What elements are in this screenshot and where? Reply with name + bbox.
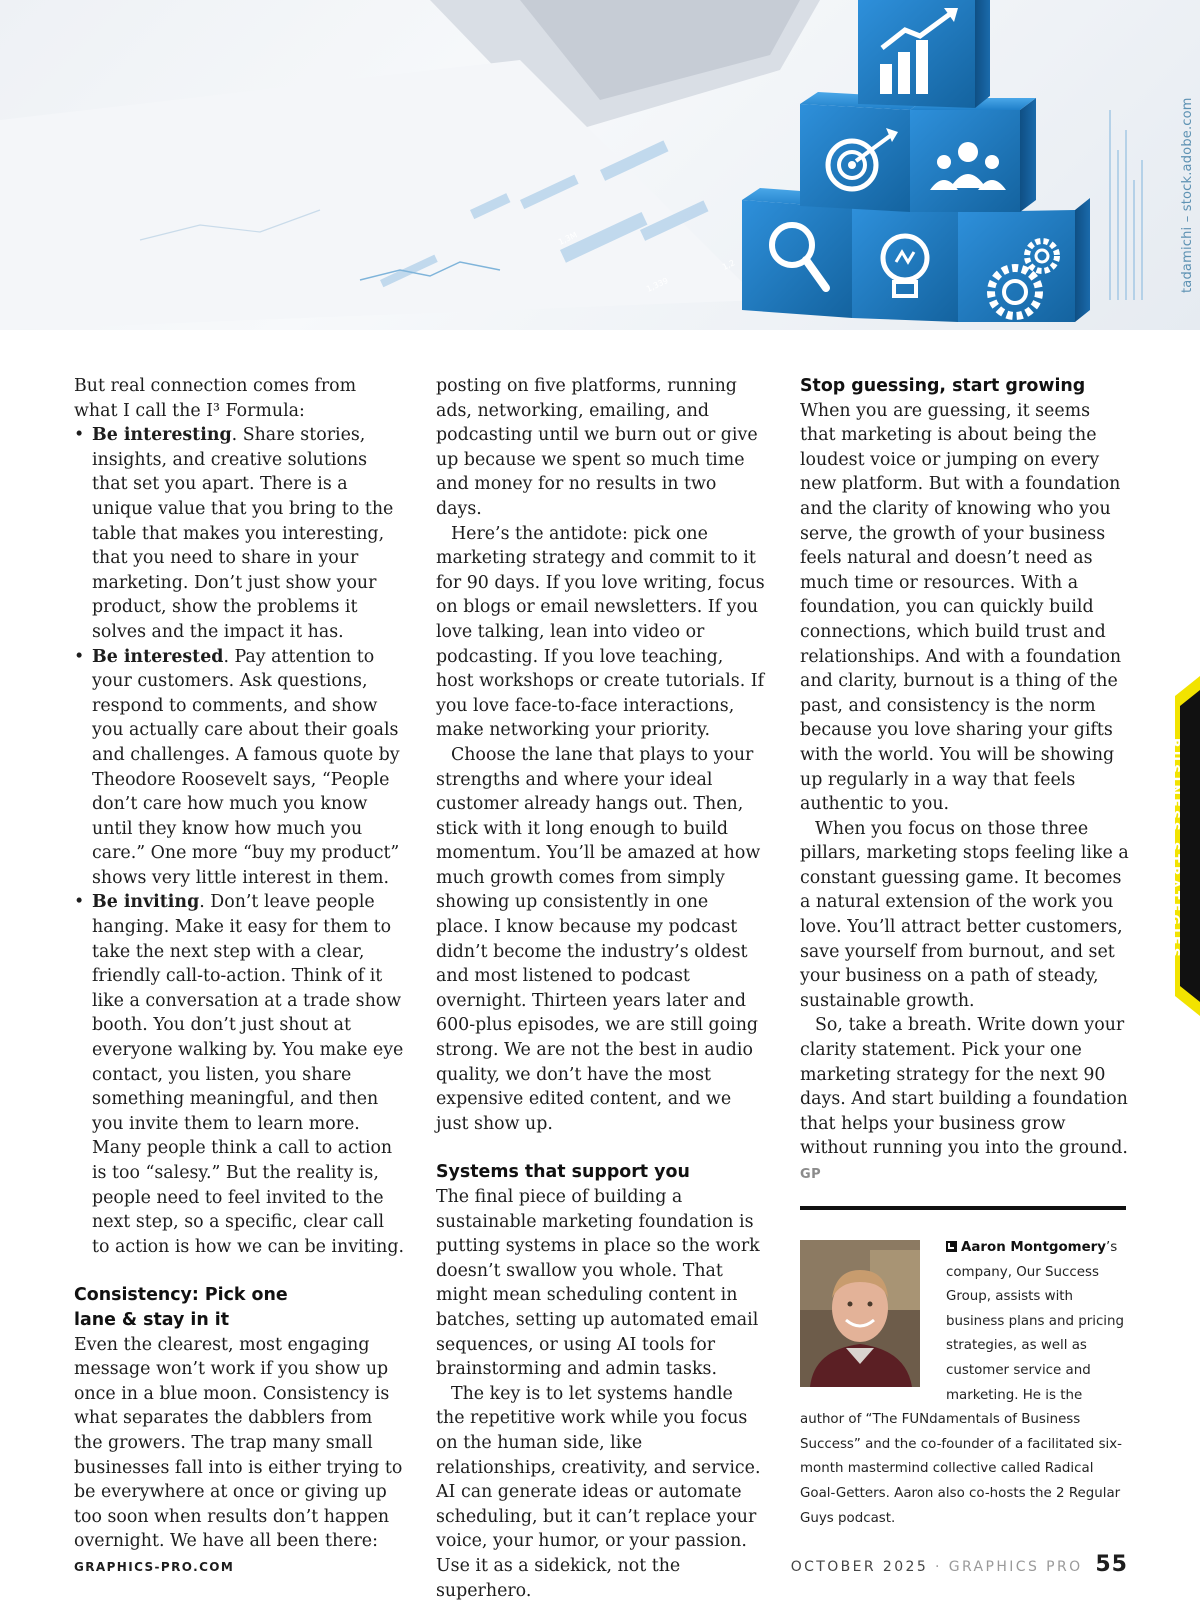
- paragraph: Choose the lane that plays to your strengths and where your ideal customer already hangs out. Then, stick with it long enough to build momentum. You’ll be amazed at how much growth comes from simply showing up consistently in one place. I know because my podcast didn’t become the industry’s oldest and most listened to podcast overnight. Thirteen years later and 600-plus episodes, we are still going strong. We are not the best in audio quality, we don’t have the most expensive edited content, and we just show up.: [436, 744, 761, 1134]
- chart-number-1: 1,3M: [557, 230, 579, 247]
- list-item: [74, 423, 404, 644]
- photo-credit-text: tadamichi – stock.adobe.com: [1180, 97, 1195, 293]
- paragraph: When you focus on those three pillars, marketing stops feeling like a constant guessing game. It becomes a natural extension of the work you love. You’ll attract better customers, save yourself from burnout, and set your business on a path of steady, sustainable growth.: [800, 818, 1129, 1011]
- end-mark: GP: [800, 1167, 822, 1182]
- cube-target: [800, 92, 926, 212]
- bullet-icon: •: [74, 892, 85, 913]
- paragraph: Here’s the antidote: pick one marketing strategy and commit to it for 90 days. If you love writing, focus on blogs or email newsletters. If you love talking, lean into video or podcasting. If you love teaching, host workshops or create tutorials. If you love face-to-face interactions, make networking your priority.: [436, 523, 765, 741]
- hero-illustration: [0, 0, 1200, 330]
- footer-magazine: GRAPHICS PRO: [948, 1559, 1083, 1575]
- list-item: [74, 645, 404, 891]
- section-tab-label: [1168, 738, 1199, 968]
- bullet-bold: Be inviting: [92, 892, 200, 913]
- chart-number-3: 1,2: [721, 258, 737, 272]
- section-tab-text: BUSINESS STRATEGIES: [1168, 738, 1183, 961]
- column-1: [74, 374, 404, 1554]
- paragraph: When you are guessing, it seems that marketing is about being the loudest voice or jumping on every new platform. But with a foundation and the clarity of knowing who you serve, the growth of your business feels natural and doesn’t need as much time or resources. With a foundation, you can quickly build connections, which build trust and relationships. And with a foundation and clarity, burnout is a thing of the past, and consistency is the norm because you love sharing your gifts with the world. You will be showing up regularly in a way that feels authentic to you.: [800, 400, 1122, 815]
- column-2: [436, 374, 766, 1603]
- hero-image: [0, 0, 1200, 330]
- bullet-icon: •: [74, 646, 85, 667]
- section-heading-growing: Stop guessing, start growing: [800, 376, 1086, 396]
- bullet-icon: •: [74, 425, 85, 446]
- paragraph: The final piece of building a sustainable marketing foundation is putting systems in place so the work doesn’t swallow you whole. That might mean scheduling content in batches, setting up automated email sequences, or using AI tools for brainstorming and admin tasks.: [436, 1187, 760, 1380]
- bullet-text: . Don’t leave people hanging. Make it easy for them to take the next step with a clear, friendly call-to-action. Think of it like a conversation at a trade show booth. You don’t just shout at everyone walking by. You make eye contact, you listen, you share something meaningful, and then you invite them to learn more. Many people think a call to action is too “salesy.” But the reality is, people need to feel invited to the next step, so a specific, clear call to action is how we can be inviting.: [92, 892, 404, 1257]
- bio-marker-icon: [946, 1241, 957, 1252]
- footer-folio: [791, 1552, 1128, 1577]
- bullet-bold: Be interested: [92, 646, 224, 667]
- chart-number-2: 1,339: [645, 275, 670, 294]
- author-bio: [800, 1236, 1125, 1531]
- author-name: Aaron Montgomery: [961, 1240, 1107, 1255]
- cube-gear: [958, 198, 1090, 322]
- paragraph: [800, 1013, 1130, 1187]
- cube-growth-chart: [858, 0, 990, 108]
- list-item: [74, 890, 404, 1259]
- cube-lightbulb: [852, 208, 958, 322]
- footer-issue: OCTOBER 2025: [790, 1559, 929, 1575]
- section-heading-consistency: Consistency: Pick one lane & stay in it: [74, 1285, 288, 1330]
- paragraph: posting on five platforms, running ads, networking, emailing, and podcasting until we burn out or give up because we spent so much time and money for no results in two days.: [436, 376, 758, 519]
- section-heading-systems: Systems that support you: [436, 1162, 690, 1183]
- footer-separator: ·: [935, 1559, 942, 1575]
- bullet-text: . Share stories, insights, and creative solutions that set you apart. There is a unique value that you bring to the table that makes you interesting, that you need to share in your marketing. Don’t just show your product, show the problems it solves and the impact it has.: [92, 425, 394, 642]
- photo-credit: [1165, 38, 1195, 298]
- paragraph: Even the clearest, most engaging message won’t work if you show up once in a blue moon. Consistency is what separates the dabblers from the growers. The trap many small businesses fall into is either trying to be everywhere at once or giving up too soon when results don’t happen overnight. We have all been there:: [74, 1334, 403, 1552]
- paragraph-text: So, take a breath. Write down your clarity statement. Pick your one marketing strategy for the next 90 days. And start building a foundation that helps your business grow without running you into the ground.: [800, 1015, 1128, 1159]
- bullet-text: . Pay attention to your customers. Ask questions, respond to comments, and show you actually care about their goals and challenges. A famous quote by Theodore Roosevelt says, “People don’t care how much you know until they know how much you care.” One more “buy my product” shows very little interest in them.: [92, 646, 400, 888]
- intro-paragraph: But real connection comes from what I call the I³ Formula:: [74, 376, 357, 421]
- bio-text: ’s company, Our Success Group, assists with business plans and pricing strategies, as well as customer service and marketing. He is the author of “The FUNdamentals of Business Success” and the co-founder of a facilitated six-month mastermind collective called Radical Goal-Getters. Aaron also co-hosts the 2 Regular Guys podcast.: [800, 1240, 1125, 1526]
- bio-divider: [800, 1206, 1126, 1210]
- i3-bullet-list: [74, 423, 404, 1259]
- bullet-bold: Be interesting: [92, 425, 232, 446]
- paragraph: The key is to let systems handle the repetitive work while you focus on the human side, like relationships, creativity, and service. AI can generate ideas or automate scheduling, but it can’t replace your voice, your humor, or your passion. Use it as a sidekick, not the superhero.: [436, 1383, 761, 1601]
- footer-website: GRAPHICS-PRO.COM: [74, 1560, 235, 1574]
- cube-people: [910, 98, 1036, 212]
- column-3: [800, 374, 1130, 1188]
- page-number: 55: [1095, 1552, 1128, 1577]
